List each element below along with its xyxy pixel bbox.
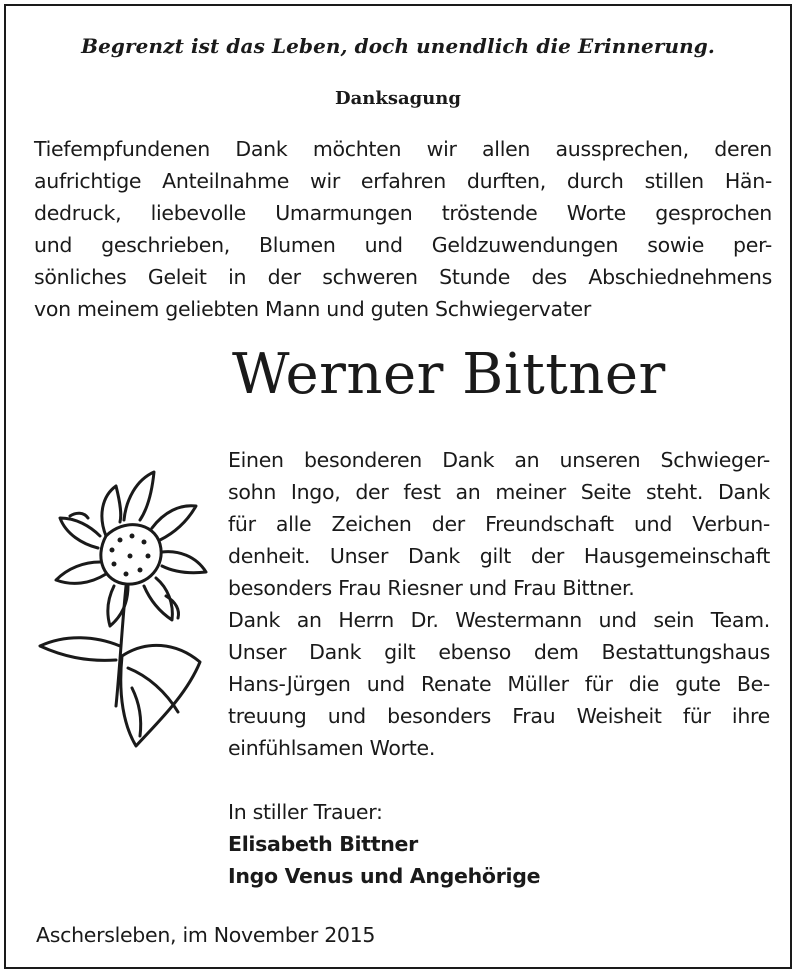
place-date: Aschersleben, im November 2015 [36, 923, 376, 947]
intro-line: Tiefempfundenen Dank möchten wir allen aussprechen, deren [34, 137, 772, 161]
thanks-line: Einen besonderen Dank an unseren Schwieger- [228, 448, 770, 472]
motto: Begrenzt ist das Leben, doch unendlich die Erinnerung. [81, 34, 715, 58]
intro-line: sönliches Geleit in der schweren Stunde des Abschiednehmens [34, 265, 772, 289]
intro-line: und geschrieben, Blumen und Geldzuwendungen sowie per- [34, 233, 772, 257]
mourner-name: Elisabeth Bittner [228, 832, 418, 856]
sunflower-icon [36, 456, 216, 756]
thanks-line: besonders Frau Riesner und Frau Bittner. [228, 576, 635, 600]
intro-line: dedruck, liebevolle Umarmungen tröstende Worte gesprochen [34, 201, 772, 225]
heading: Danksagung [335, 88, 461, 109]
thanks-line: treuung und besonders Frau Weisheit für ihre [228, 704, 770, 728]
thanks-line: denheit. Unser Dank gilt der Hausgemeinschaft [228, 544, 770, 568]
intro-line: aufrichtige Anteilnahme wir erfahren durften, durch stillen Hän- [34, 169, 772, 193]
deceased-name: Werner Bittner [232, 342, 666, 407]
thanks-line: sohn Ingo, der fest an meiner Seite steht. Dank [228, 480, 770, 504]
thanks-line: für alle Zeichen der Freundschaft und Verbun- [228, 512, 770, 536]
obituary-notice [4, 4, 792, 969]
thanks-line: Unser Dank gilt ebenso dem Bestattungshaus [228, 640, 770, 664]
mourner-name: Ingo Venus und Angehörige [228, 864, 541, 888]
thanks-line: einfühlsamen Worte. [228, 736, 436, 760]
intro-line: von meinem geliebten Mann und guten Schwiegervater [34, 297, 591, 321]
thanks-text [228, 444, 770, 764]
intro-text [34, 133, 772, 325]
thanks-line: Dank an Herrn Dr. Westermann und sein Team. [228, 608, 770, 632]
signature-block [228, 796, 768, 892]
mourning-phrase: In stiller Trauer: [228, 800, 383, 824]
thanks-line: Hans-Jürgen und Renate Müller für die gute Be- [228, 672, 770, 696]
